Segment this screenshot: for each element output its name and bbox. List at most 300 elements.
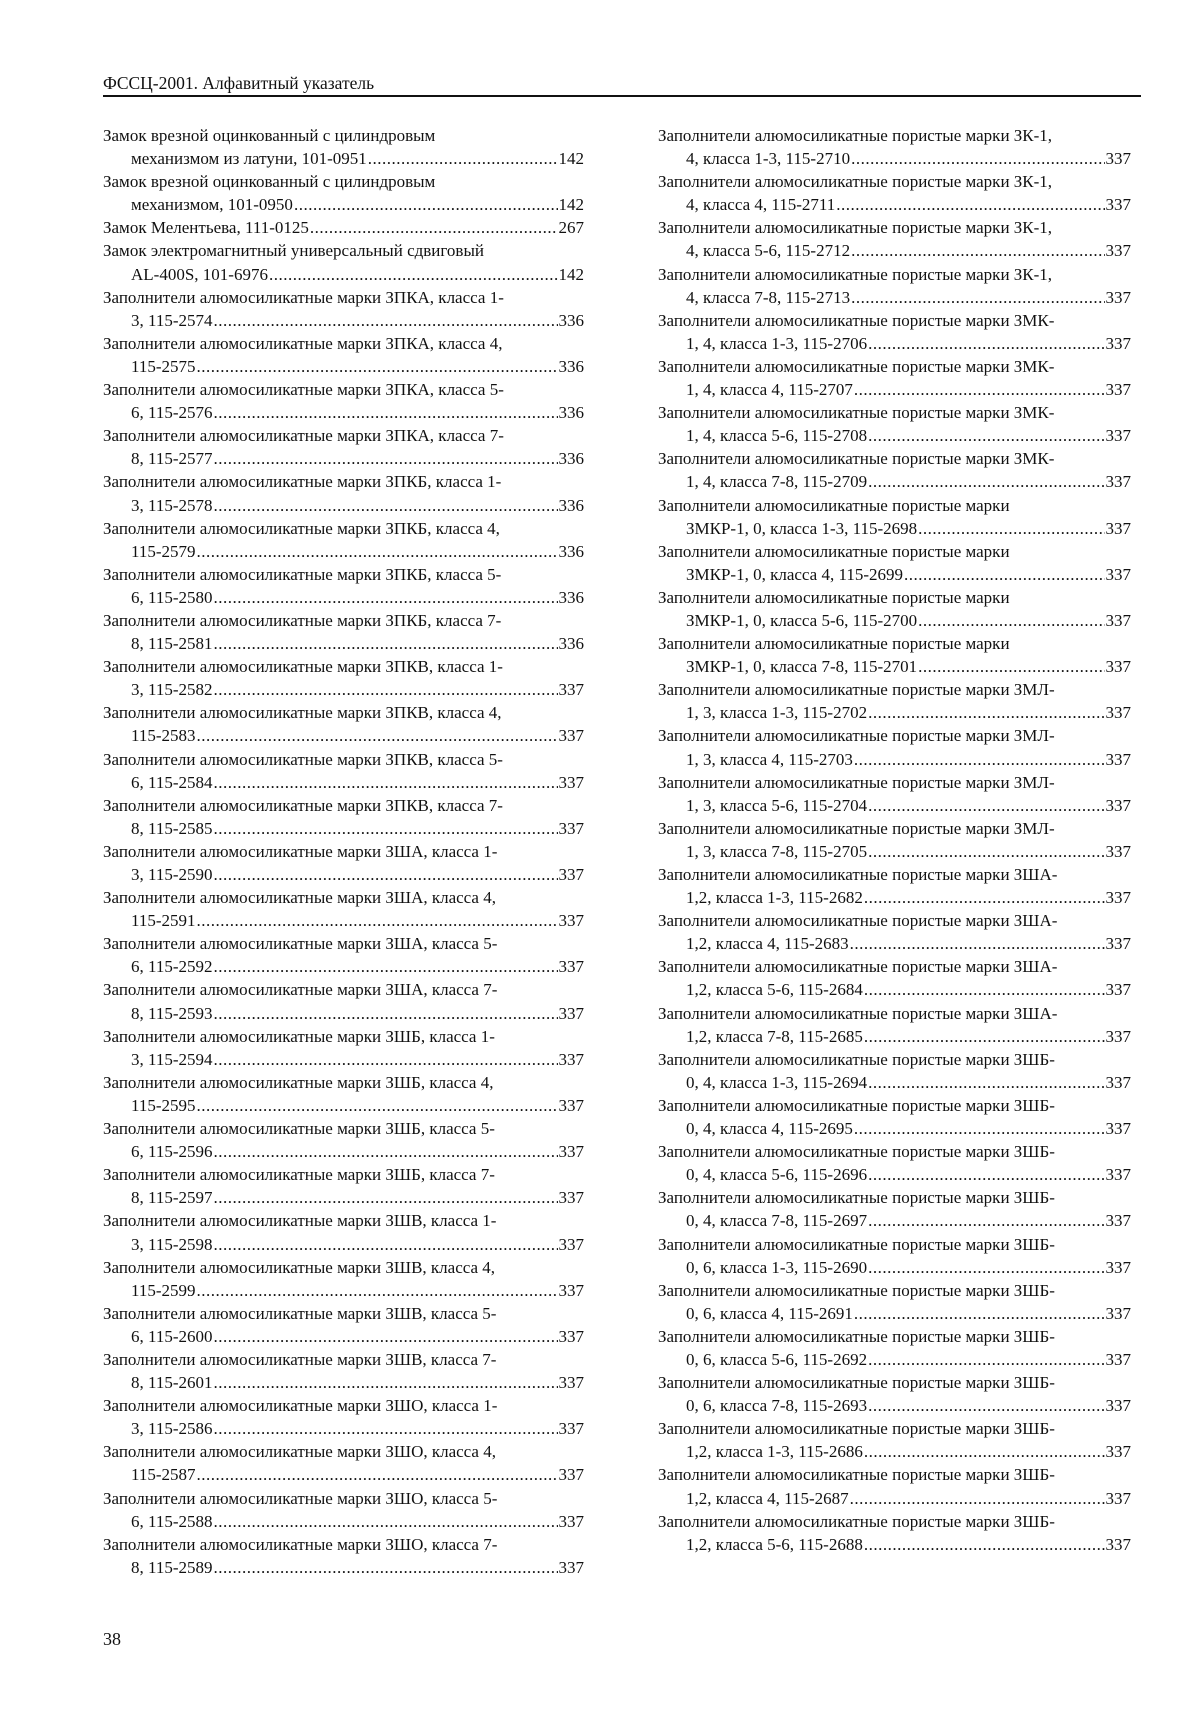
- page-number: 38: [103, 1629, 121, 1649]
- index-entry: [103, 978, 584, 1024]
- index-entry: [103, 932, 584, 978]
- dot-leader: [851, 239, 1104, 262]
- index-entry: [658, 401, 1131, 447]
- entry-continuation: [658, 378, 1131, 401]
- entry-page-number: 337: [558, 818, 584, 838]
- index-entry: [103, 124, 584, 170]
- dot-leader: [864, 1533, 1105, 1556]
- entry-continuation: [103, 955, 584, 978]
- index-entry: [658, 263, 1131, 309]
- dot-leader: [918, 517, 1104, 540]
- entry-text: Заполнители алюмосиликатные пористые марки ЗША-: [658, 957, 1058, 977]
- entry-page-number: 337: [558, 1234, 584, 1254]
- index-entry: [103, 1348, 584, 1394]
- index-entry: [103, 748, 584, 794]
- dot-leader: [868, 1348, 1104, 1371]
- dot-leader: [850, 932, 1105, 955]
- dot-leader: [294, 193, 558, 216]
- dot-leader: [368, 147, 558, 170]
- dot-leader: [214, 1233, 558, 1256]
- entry-text-continued: 1,2, класса 4, 115-2687: [686, 1488, 849, 1508]
- entry-text: Заполнители алюмосиликатные пористые марки ЗМЛ-: [658, 772, 1055, 792]
- entry-continuation: [658, 1025, 1131, 1048]
- index-entry: [658, 909, 1131, 955]
- entry-text-continued: 0, 4, класса 5-6, 115-2696: [686, 1165, 868, 1185]
- dot-leader: [214, 1325, 558, 1348]
- entry-text: Заполнители алюмосиликатные пористые марки ЗК-1,: [658, 172, 1053, 192]
- index-entry: [103, 1117, 584, 1163]
- index-entry: [103, 170, 584, 216]
- entry-page-number: 337: [1105, 749, 1131, 769]
- entry-text: Замок электромагнитный универсальный сдвиговый: [103, 241, 484, 261]
- entry-text-continued: 8, 115-2601: [131, 1373, 213, 1393]
- dot-leader: [197, 1094, 558, 1117]
- index-entry: [103, 286, 584, 332]
- dot-leader: [214, 1186, 558, 1209]
- entry-continuation: [658, 932, 1131, 955]
- entry-continuation: [658, 840, 1131, 863]
- entry-text-continued: 1, 3, класса 1-3, 115-2702: [686, 703, 868, 723]
- entry-page-number: 337: [558, 680, 584, 700]
- entry-text-continued: 0, 4, класса 4, 115-2695: [686, 1119, 853, 1139]
- dot-leader: [850, 1487, 1105, 1510]
- entry-continuation: [103, 355, 584, 378]
- entry-text: Заполнители алюмосиликатные пористые марки ЗМЛ-: [658, 680, 1055, 700]
- entry-continuation: [658, 239, 1131, 262]
- entry-continuation: [103, 1325, 584, 1348]
- entry-page-number: 337: [558, 1188, 584, 1208]
- entry-continuation: [658, 470, 1131, 493]
- entry-page-number: 337: [1105, 426, 1131, 446]
- entry-text: Заполнители алюмосиликатные марки ЗПКВ, класса 5-: [103, 749, 503, 769]
- entry-page-number: 337: [1105, 1534, 1131, 1554]
- index-entry: [658, 632, 1131, 678]
- entry-text-continued: 115-2591: [131, 911, 196, 931]
- index-entry: [103, 517, 584, 563]
- entry-continuation: [658, 655, 1131, 678]
- index-entry: [658, 1233, 1131, 1279]
- entry-text: Заполнители алюмосиликатные марки ЗШО, класса 4,: [103, 1442, 496, 1462]
- entry-text-continued: 3, 115-2582: [131, 680, 213, 700]
- entry-page-number: 337: [558, 957, 584, 977]
- index-entry: [103, 1302, 584, 1348]
- entry-continuation: [103, 1094, 584, 1117]
- entry-text-continued: 115-2575: [131, 356, 196, 376]
- dot-leader: [214, 678, 558, 701]
- entry-continuation: [658, 424, 1131, 447]
- entry-text: Заполнители алюмосиликатные пористые марки ЗК-1,: [658, 218, 1053, 238]
- entry-text: Заполнители алюмосиликатные пористые марки ЗМК-: [658, 356, 1055, 376]
- dot-leader: [864, 978, 1105, 1001]
- index-entry: [658, 1279, 1131, 1325]
- entry-text-continued: ЗМКР-1, 0, класса 1-3, 115-2698: [686, 518, 918, 538]
- entry-continuation: [658, 1348, 1131, 1371]
- dot-leader: [214, 1417, 558, 1440]
- entry-continuation: [658, 1163, 1131, 1186]
- dot-leader: [854, 1117, 1105, 1140]
- entry-text-continued: 115-2579: [131, 541, 196, 561]
- index-entry: [658, 1186, 1131, 1232]
- entry-text-continued: 8, 115-2593: [131, 1003, 213, 1023]
- entry-text: Заполнители алюмосиликатные марки ЗПКБ, класса 5-: [103, 564, 502, 584]
- entry-page-number: 336: [558, 634, 584, 654]
- entry-continuation: [658, 1071, 1131, 1094]
- dot-leader: [214, 494, 558, 517]
- entry-continuation: [103, 1417, 584, 1440]
- entry-text: Заполнители алюмосиликатные пористые марки ЗША-: [658, 911, 1058, 931]
- index-entry: [658, 955, 1131, 1001]
- entry-continuation: [103, 494, 584, 517]
- entry-text: Заполнители алюмосиликатные пористые марки ЗШБ-: [658, 1234, 1055, 1254]
- entry-continuation: [658, 748, 1131, 771]
- entry-text: Заполнители алюмосиликатные марки ЗПКВ, класса 1-: [103, 657, 503, 677]
- dot-leader: [868, 332, 1104, 355]
- entry-page-number: 267: [558, 218, 584, 238]
- index-entry: [658, 1048, 1131, 1094]
- dot-leader: [854, 378, 1105, 401]
- entry-text-continued: 3, 115-2578: [131, 495, 213, 515]
- entry-text-continued: 4, класса 4, 115-2711: [686, 195, 836, 215]
- entry-continuation: [103, 1140, 584, 1163]
- entry-text-continued: 115-2587: [131, 1465, 196, 1485]
- index-entry: [103, 886, 584, 932]
- dot-leader: [851, 286, 1104, 309]
- entry-text: Заполнители алюмосиликатные марки ЗША, класса 4,: [103, 888, 496, 908]
- index-entry: [103, 1071, 584, 1117]
- page-header: [103, 73, 1141, 97]
- entry-text: Заполнители алюмосиликатные пористые марки ЗМК-: [658, 403, 1055, 423]
- entry-page-number: 336: [558, 541, 584, 561]
- entry-page-number: 336: [558, 403, 584, 423]
- dot-leader: [214, 447, 558, 470]
- index-entry: [658, 355, 1131, 401]
- entry-text-continued: 1, 3, класса 7-8, 115-2705: [686, 841, 868, 861]
- index-entry: [103, 701, 584, 747]
- entry-page-number: 336: [558, 449, 584, 469]
- dot-leader: [868, 1256, 1104, 1279]
- dot-leader: [868, 794, 1104, 817]
- entry-page-number: 337: [558, 1142, 584, 1162]
- entry-page-number: 337: [558, 911, 584, 931]
- entry-continuation: [658, 1440, 1131, 1463]
- index-entry: [103, 840, 584, 886]
- entry-continuation: [103, 193, 584, 216]
- entry-page-number: 337: [1105, 1026, 1131, 1046]
- entry-text-continued: 6, 115-2596: [131, 1142, 213, 1162]
- entry-continuation: [103, 1233, 584, 1256]
- entry-text: Заполнители алюмосиликатные марки ЗПКВ, класса 7-: [103, 795, 503, 815]
- entry-page-number: 336: [558, 310, 584, 330]
- index-column-right: [658, 124, 1131, 1556]
- index-entry: [103, 1533, 584, 1579]
- dot-leader: [868, 424, 1104, 447]
- dot-leader: [214, 632, 558, 655]
- entry-text-continued: механизмом из латуни, 101-0951: [131, 149, 367, 169]
- dot-leader: [269, 263, 558, 286]
- entry-text-continued: ЗМКР-1, 0, класса 5-6, 115-2700: [686, 610, 918, 630]
- entry-text: Заполнители алюмосиликатные марки ЗШВ, класса 4,: [103, 1257, 496, 1277]
- entry-continuation: [658, 563, 1131, 586]
- entry-text-continued: 8, 115-2589: [131, 1557, 213, 1577]
- entry-text-continued: 0, 6, класса 7-8, 115-2693: [686, 1396, 868, 1416]
- entry-continuation: [103, 1279, 584, 1302]
- entry-page-number: 337: [1105, 333, 1131, 353]
- index-entry: [103, 1209, 584, 1255]
- entry-page-number: 337: [1105, 1165, 1131, 1185]
- entry-text: Заполнители алюмосиликатные пористые марки ЗША-: [658, 865, 1058, 884]
- running-title: ФССЦ-2001. Алфавитный указатель: [103, 73, 375, 93]
- entry-continuation: [658, 794, 1131, 817]
- entry-page-number: 337: [1105, 980, 1131, 1000]
- entry-page-number: 337: [1105, 1396, 1131, 1416]
- entry-text: Заполнители алюмосиликатные пористые марки ЗМК-: [658, 449, 1055, 469]
- entry-continuation: [103, 586, 584, 609]
- entry-text: Заполнители алюмосиликатные марки ЗПКБ, класса 7-: [103, 610, 502, 630]
- index-column-left: [103, 124, 584, 1579]
- index-entry: [103, 239, 584, 285]
- dot-leader: [868, 1394, 1104, 1417]
- index-entry: [658, 724, 1131, 770]
- index-entry: [658, 447, 1131, 493]
- entry-page-number: 336: [558, 587, 584, 607]
- entry-page-number: 337: [558, 1003, 584, 1023]
- entry-text-continued: 4, класса 1-3, 115-2710: [686, 149, 851, 169]
- dot-leader: [918, 609, 1104, 632]
- dot-leader: [868, 470, 1104, 493]
- dot-leader: [197, 355, 558, 378]
- entry-text-continued: 1, 3, класса 4, 115-2703: [686, 749, 853, 769]
- entry-text-continued: 1,2, класса 7-8, 115-2685: [686, 1026, 863, 1046]
- entry-text: Заполнители алюмосиликатные марки ЗШО, класса 7-: [103, 1534, 498, 1554]
- entry-continuation: [103, 1186, 584, 1209]
- entry-continuation: [103, 678, 584, 701]
- entry-text-continued: 0, 4, класса 7-8, 115-2697: [686, 1211, 868, 1231]
- index-entry: [658, 1094, 1131, 1140]
- dot-leader: [851, 147, 1104, 170]
- entry-text: Заполнители алюмосиликатные марки ЗША, класса 5-: [103, 934, 498, 954]
- entry-page-number: 337: [1105, 1488, 1131, 1508]
- entry-text: Заполнители алюмосиликатные марки ЗПКА, класса 4,: [103, 333, 503, 353]
- entry-text: Заполнители алюмосиликатные марки ЗШБ, класса 5-: [103, 1119, 495, 1139]
- index-entry: [658, 1510, 1131, 1556]
- entry-text: Заполнители алюмосиликатные пористые марки ЗШБ-: [658, 1326, 1055, 1346]
- entry-continuation: [658, 701, 1131, 724]
- entry-continuation: [658, 1302, 1131, 1325]
- entry-page-number: 337: [558, 1465, 584, 1485]
- entry-page-number: 337: [558, 1049, 584, 1069]
- entry-continuation: [103, 263, 584, 286]
- entry-page-number: 336: [558, 495, 584, 515]
- entry-text: Заполнители алюмосиликатные пористые марки ЗМЛ-: [658, 818, 1055, 838]
- dot-leader: [854, 748, 1105, 771]
- entry-page-number: 337: [1105, 610, 1131, 630]
- entry-text: Заполнители алюмосиликатные марки ЗПКА, класса 5-: [103, 380, 504, 400]
- entry-continuation: [103, 817, 584, 840]
- entry-page-number: 337: [1105, 841, 1131, 861]
- entry-text: Заполнители алюмосиликатные марки ЗПКА, класса 1-: [103, 287, 504, 307]
- entry-page-number: 337: [1105, 241, 1131, 261]
- entry-page-number: 337: [1105, 657, 1131, 677]
- index-entry: [658, 678, 1131, 724]
- entry-text: Заполнители алюмосиликатные пористые марки: [658, 541, 1010, 561]
- entry-page-number: 337: [558, 1419, 584, 1439]
- entry-continuation: [103, 1510, 584, 1533]
- entry-text: Заполнители алюмосиликатные пористые марки ЗШБ-: [658, 1142, 1055, 1162]
- entry-text-continued: 3, 115-2574: [131, 310, 213, 330]
- dot-leader: [868, 1209, 1104, 1232]
- entry-page-number: 337: [1105, 518, 1131, 538]
- entry-text-continued: 0, 6, класса 4, 115-2691: [686, 1303, 853, 1323]
- index-entry: [103, 794, 584, 840]
- entry-page-number: 337: [1105, 564, 1131, 584]
- entry-continuation: [103, 724, 584, 747]
- entry-text: Заполнители алюмосиликатные марки ЗШВ, класса 5-: [103, 1303, 497, 1323]
- entry-text: Заполнители алюмосиликатные пористые марки ЗШБ-: [658, 1049, 1055, 1069]
- index-entry: [103, 1394, 584, 1440]
- entry-continuation: [103, 401, 584, 424]
- entry-text-continued: 1, 3, класса 5-6, 115-2704: [686, 795, 868, 815]
- entry-text-continued: 6, 115-2588: [131, 1511, 213, 1531]
- entry-text-continued: 1,2, класса 4, 115-2683: [686, 934, 849, 954]
- dot-leader: [836, 193, 1104, 216]
- entry-text-continued: 1, 4, класса 7-8, 115-2709: [686, 472, 868, 492]
- entry-continuation: [658, 147, 1131, 170]
- index-entry: [658, 540, 1131, 586]
- entry-text: Заполнители алюмосиликатные пористые марки ЗШБ-: [658, 1373, 1055, 1393]
- entry-page-number: 337: [1105, 1442, 1131, 1462]
- index-entry: [658, 817, 1131, 863]
- dot-leader: [197, 1279, 558, 1302]
- entry-text-continued: 1, 4, класса 1-3, 115-2706: [686, 333, 868, 353]
- entry-page-number: 337: [558, 1280, 584, 1300]
- entry-continuation: [103, 1371, 584, 1394]
- index-entry: [103, 1025, 584, 1071]
- entry-continuation: [103, 632, 584, 655]
- entry-text: Заполнители алюмосиликатные пористые марки ЗМК-: [658, 310, 1055, 330]
- entry-page-number: 337: [1105, 795, 1131, 815]
- entry-continuation: [103, 540, 584, 563]
- entry-page-number: 142: [558, 149, 584, 169]
- entry-text-continued: 6, 115-2584: [131, 772, 213, 792]
- index-entry: [658, 1140, 1131, 1186]
- entry-continuation: [103, 147, 584, 170]
- entry-continuation: [658, 978, 1131, 1001]
- index-entry: [658, 586, 1131, 632]
- entry-continuation: [658, 609, 1131, 632]
- entry-text: Заполнители алюмосиликатные марки ЗПКБ, класса 1-: [103, 472, 502, 492]
- entry-page-number: 337: [1105, 472, 1131, 492]
- entry-text-continued: 0, 4, класса 1-3, 115-2694: [686, 1072, 868, 1092]
- entry-page-number: 142: [558, 195, 584, 215]
- entry-page-number: 337: [1105, 1072, 1131, 1092]
- entry-page-number: 337: [1105, 1349, 1131, 1369]
- entry-text: Заполнители алюмосиликатные пористые марки ЗШБ-: [658, 1511, 1055, 1531]
- dot-leader: [214, 1556, 558, 1579]
- entry-text-continued: 6, 115-2576: [131, 403, 213, 423]
- entry-text-continued: 0, 6, класса 1-3, 115-2690: [686, 1257, 868, 1277]
- entry-text-continued: 1, 4, класса 4, 115-2707: [686, 380, 853, 400]
- entry-continuation: [658, 1394, 1131, 1417]
- entry-continuation: [658, 1533, 1131, 1556]
- dot-leader: [197, 724, 558, 747]
- entry-text: Заполнители алюмосиликатные марки ЗША, класса 1-: [103, 841, 498, 861]
- dot-leader: [310, 216, 558, 239]
- entry-text-continued: 3, 115-2590: [131, 865, 213, 884]
- dot-leader: [864, 1025, 1105, 1048]
- dot-leader: [197, 1463, 558, 1486]
- entry-page-number: 337: [1105, 1303, 1131, 1323]
- entry-continuation: [658, 1117, 1131, 1140]
- entry-text-continued: 115-2583: [131, 726, 196, 746]
- dot-leader: [214, 1140, 558, 1163]
- entry-text: Заполнители алюмосиликатные марки ЗШВ, класса 7-: [103, 1349, 497, 1369]
- entry-text-continued: механизмом, 101-0950: [131, 195, 293, 215]
- dot-leader: [864, 886, 1105, 909]
- dot-leader: [197, 909, 558, 932]
- index-entry: [103, 378, 584, 424]
- entry-text-continued: 115-2595: [131, 1095, 196, 1115]
- entry-text: Замок врезной оцинкованный с цилиндровым: [103, 172, 436, 192]
- index-entry: [658, 1371, 1131, 1417]
- index-entry: [103, 1163, 584, 1209]
- entry-page-number: 337: [558, 1095, 584, 1115]
- dot-leader: [214, 863, 558, 886]
- entry-page-number: 337: [1105, 287, 1131, 307]
- entry-page-number: 337: [1105, 1211, 1131, 1231]
- entry-text: Заполнители алюмосиликатные пористые марки ЗШБ-: [658, 1465, 1055, 1485]
- index-entry: [103, 655, 584, 701]
- index-entry: [658, 1463, 1131, 1509]
- entry-text: Заполнители алюмосиликатные пористые марки: [658, 587, 1010, 607]
- entry-continuation: [103, 909, 584, 932]
- dot-leader: [904, 563, 1105, 586]
- entry-page-number: 337: [558, 1326, 584, 1346]
- entry-continuation: [103, 1556, 584, 1579]
- entry-text-continued: 3, 115-2598: [131, 1234, 213, 1254]
- entry-text: Заполнители алюмосиликатные марки ЗПКБ, класса 4,: [103, 518, 500, 538]
- index-entry: [103, 563, 584, 609]
- entry-text: Заполнители алюмосиликатные марки ЗШО, класса 1-: [103, 1396, 498, 1416]
- entry-page-number: 337: [1105, 195, 1131, 215]
- entry-continuation: [103, 863, 584, 886]
- dot-leader: [214, 1510, 558, 1533]
- entry-text-continued: 4, класса 5-6, 115-2712: [686, 241, 851, 261]
- entry-page-number: 337: [558, 1511, 584, 1531]
- dot-leader: [868, 701, 1104, 724]
- dot-leader: [214, 586, 558, 609]
- entry-text: Заполнители алюмосиликатные марки ЗШБ, класса 4,: [103, 1072, 494, 1092]
- index-entry: [658, 771, 1131, 817]
- dot-leader: [868, 1071, 1104, 1094]
- entry-text-continued: 1,2, класса 1-3, 115-2682: [686, 888, 863, 908]
- entry-page-number: 336: [558, 356, 584, 376]
- entry-text-continued: 6, 115-2592: [131, 957, 213, 977]
- index-entry: [658, 1325, 1131, 1371]
- index-entry: [103, 1256, 584, 1302]
- index-entry: [658, 216, 1131, 262]
- index-entry: [658, 170, 1131, 216]
- entry-continuation: [103, 309, 584, 332]
- entry-text: Заполнители алюмосиликатные пористые марки: [658, 634, 1010, 654]
- entry-text-continued: 0, 6, класса 5-6, 115-2692: [686, 1349, 868, 1369]
- dot-leader: [864, 1440, 1105, 1463]
- index-entry: [103, 332, 584, 378]
- entry-page-number: 337: [1105, 934, 1131, 954]
- entry-text-continued: 8, 115-2577: [131, 449, 213, 469]
- dot-leader: [214, 1002, 558, 1025]
- index-entry: [103, 1440, 584, 1486]
- dot-leader: [214, 1371, 558, 1394]
